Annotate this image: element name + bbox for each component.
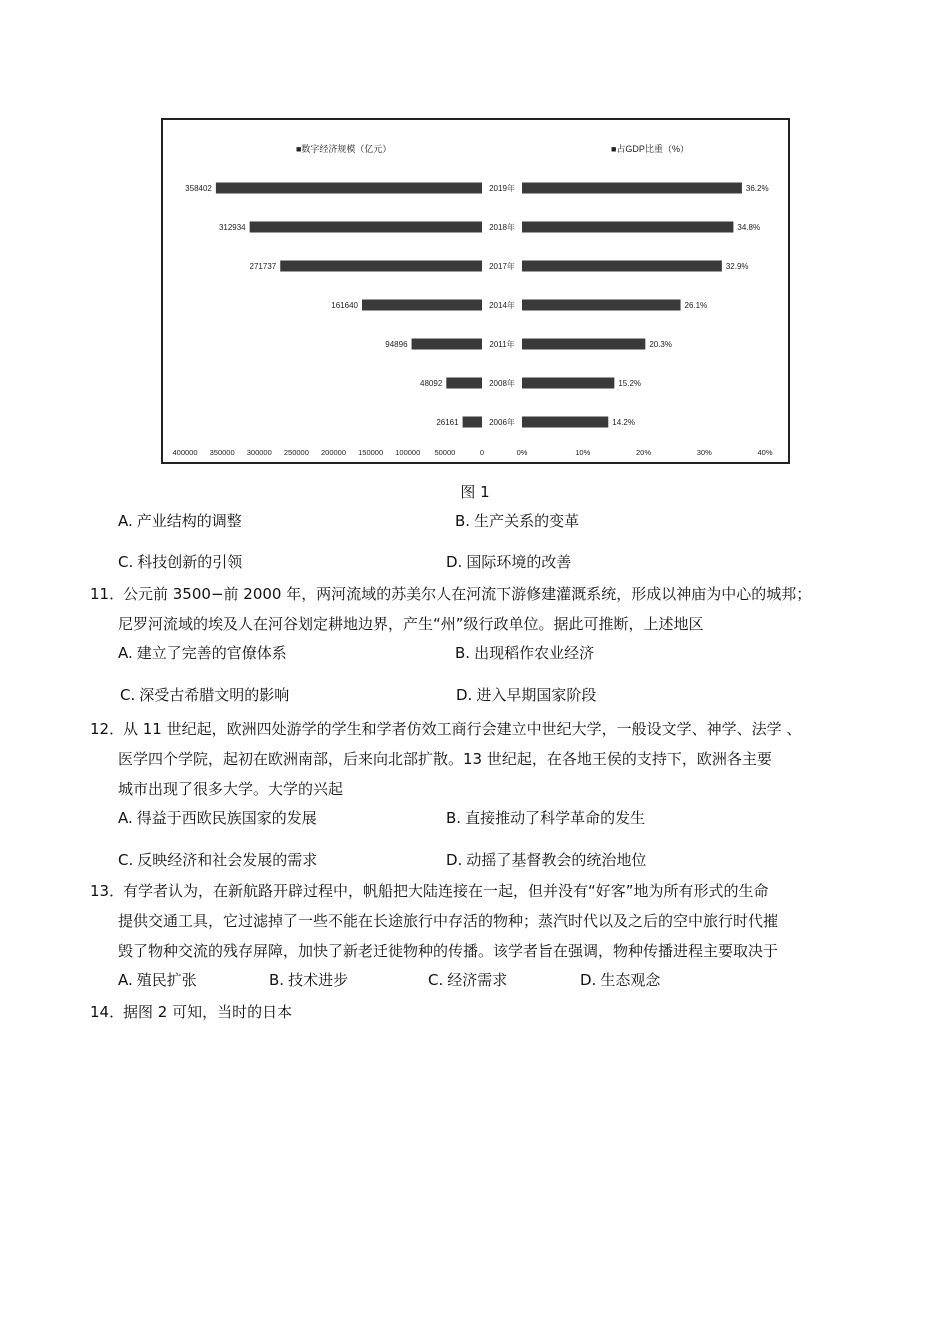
- data-label-left: 161640: [331, 301, 358, 310]
- option-text: 出现稻作农业经济: [474, 644, 595, 662]
- category-label: 2018年: [489, 223, 515, 232]
- tick-label-right: 0%: [516, 448, 528, 457]
- q12-option-b[interactable]: [446, 807, 645, 829]
- q11-option-b[interactable]: [455, 642, 594, 664]
- q10-option-c[interactable]: [118, 551, 242, 573]
- category-label: 2017年: [489, 262, 515, 271]
- q11-stem-line-1: 公元前 3500−前 2000 年，两河流域的苏美尔人在河流下游修建灌溉系统，形成以神庙为中心的城邦；: [123, 585, 812, 603]
- data-label-right: 20.3%: [649, 340, 673, 349]
- bar-left: [362, 300, 482, 311]
- option-label: B.: [269, 971, 285, 989]
- option-label: C.: [120, 686, 136, 704]
- figure-caption: 图 1: [460, 483, 490, 501]
- option-text: 建立了完善的官僚体系: [136, 644, 287, 662]
- q12-stem-line-2: 医学四个学院，起初在欧洲南部，后来向北部扩散。13 世纪起，在各地王侯的支持下，欧洲各主要: [118, 750, 772, 768]
- legend-left: ■数字经济规模（亿元）: [296, 144, 392, 154]
- question-number-12: 12．: [90, 720, 125, 738]
- bar-left: [280, 261, 482, 272]
- data-label-right: 36.2%: [745, 184, 769, 193]
- q11-option-a[interactable]: [118, 642, 287, 664]
- bar-left: [250, 222, 482, 233]
- question-number-11: 11．: [90, 585, 125, 603]
- data-label-right: 32.9%: [725, 262, 749, 271]
- option-text: 经济需求: [447, 971, 508, 989]
- q14-stem-line-1: 据图 2 可知，当时的日本: [123, 1003, 293, 1021]
- bar-left: [446, 378, 482, 389]
- data-label-right: 34.8%: [737, 223, 761, 232]
- bar-left: [412, 339, 482, 350]
- q13-stem-line-2: 提供交通工具，它过滤掉了一些不能在长途旅行中存活的物种；蒸汽时代以及之后的空中旅行时代摧: [118, 912, 779, 930]
- data-label-left: 26161: [436, 418, 459, 427]
- category-label: 2006年: [489, 418, 515, 427]
- option-text: 产业结构的调整: [136, 512, 242, 530]
- option-label: B.: [455, 512, 471, 530]
- option-text: 得益于西欧民族国家的发展: [136, 809, 317, 827]
- option-label: A.: [118, 971, 133, 989]
- option-text: 国际环境的改善: [466, 553, 572, 571]
- tick-label-left: 150000: [358, 448, 384, 457]
- option-text: 殖民扩张: [136, 971, 197, 989]
- tick-label-left: 100000: [395, 448, 421, 457]
- tick-label-left: 50000: [434, 448, 456, 457]
- tick-label-left: 250000: [283, 448, 309, 457]
- tick-label-right: 40%: [757, 448, 773, 457]
- option-label: D.: [446, 851, 463, 869]
- option-label: B.: [446, 809, 462, 827]
- legend-right: ■占GDP比重（%）: [611, 144, 689, 154]
- option-label: A.: [118, 644, 133, 662]
- q10-option-d[interactable]: [446, 551, 571, 573]
- option-label: A.: [118, 809, 133, 827]
- bar-right: [522, 261, 722, 272]
- q13-option-d[interactable]: [580, 969, 660, 991]
- q11-option-d[interactable]: [456, 684, 596, 706]
- q12-stem-line-1: 从 11 世纪起，欧洲四处游学的学生和学者仿效工商行会建立中世纪大学，一般设文学、神学、法学 、: [123, 720, 802, 738]
- data-label-left: 271737: [249, 262, 277, 271]
- option-text: 深受古希腊文明的影响: [139, 686, 290, 704]
- bar-right: [522, 378, 614, 389]
- q13-option-c[interactable]: [428, 969, 507, 991]
- data-label-right: 14.2%: [612, 418, 635, 427]
- q12-option-d[interactable]: [446, 849, 646, 871]
- option-label: D.: [456, 686, 473, 704]
- category-label: 2014年: [489, 301, 515, 310]
- tick-label-left: 200000: [320, 448, 347, 457]
- q12-option-a[interactable]: [118, 807, 317, 829]
- option-text: 直接推动了科学革命的发生: [465, 809, 646, 827]
- option-label: C.: [118, 553, 134, 571]
- question-number-13: 13．: [90, 882, 125, 900]
- bar-right: [522, 417, 608, 428]
- q13-stem-line-1: 有学者认为，在新航路开辟过程中，帆船把大陆连接在一起，但并没有“好客”地为所有形式的生命: [123, 882, 769, 900]
- tick-label-left: 400000: [172, 448, 198, 457]
- bar-right: [522, 222, 733, 233]
- tick-label-right: 30%: [696, 448, 712, 457]
- option-label: C.: [428, 971, 444, 989]
- option-text: 反映经济和社会发展的需求: [137, 851, 318, 869]
- butterfly-bar-chart: [163, 120, 788, 462]
- question-number-14: 14．: [90, 1003, 125, 1021]
- category-label: 2008年: [489, 379, 515, 388]
- q12-stem-line-3: 城市出现了很多大学。大学的兴起: [118, 780, 344, 798]
- option-text: 动摇了基督教会的统治地位: [466, 851, 647, 869]
- option-label: B.: [455, 644, 471, 662]
- q12-option-c[interactable]: [118, 849, 317, 871]
- option-text: 进入早期国家阶段: [476, 686, 597, 704]
- data-label-left: 358402: [185, 184, 212, 193]
- q11-option-c[interactable]: [120, 684, 289, 706]
- q13-option-b[interactable]: [269, 969, 348, 991]
- q13-option-a[interactable]: [118, 969, 197, 991]
- q13-stem-line-3: 毁了物种交流的残存屏障，加快了新老迁徙物种的传播。该学者旨在强调，物种传播进程主要取决于: [118, 942, 779, 960]
- option-label: A.: [118, 512, 133, 530]
- tick-label-right: 10%: [575, 448, 591, 457]
- tick-label-right: 20%: [635, 448, 652, 457]
- data-label-left: 312934: [218, 223, 246, 232]
- data-label-left: 94896: [385, 340, 408, 349]
- option-text: 技术进步: [288, 971, 349, 989]
- category-label: 2011年: [489, 340, 515, 349]
- q11-stem-line-2: 尼罗河流域的埃及人在河谷划定耕地边界，产生“州”级行政单位。据此可推断，上述地区: [118, 615, 704, 633]
- option-label: D.: [446, 553, 463, 571]
- option-text: 生态观念: [600, 971, 661, 989]
- option-label: D.: [580, 971, 597, 989]
- data-label-right: 26.1%: [684, 301, 708, 310]
- q10-option-b[interactable]: [455, 510, 579, 532]
- tick-label-left: 300000: [246, 448, 272, 457]
- bar-left: [463, 417, 482, 428]
- q10-option-a[interactable]: [118, 510, 242, 532]
- bar-left: [216, 183, 482, 194]
- bar-right: [522, 339, 645, 350]
- option-text: 科技创新的引领: [137, 553, 243, 571]
- category-label: 2019年: [489, 184, 515, 193]
- option-text: 生产关系的变革: [474, 512, 580, 530]
- data-label-right: 15.2%: [618, 379, 642, 388]
- data-label-left: 48092: [420, 379, 443, 388]
- figure-1-chart: [161, 118, 790, 464]
- tick-label-left: 0: [479, 448, 485, 457]
- option-label: C.: [118, 851, 134, 869]
- bar-right: [522, 183, 742, 194]
- tick-label-left: 350000: [209, 448, 235, 457]
- bar-right: [522, 300, 681, 311]
